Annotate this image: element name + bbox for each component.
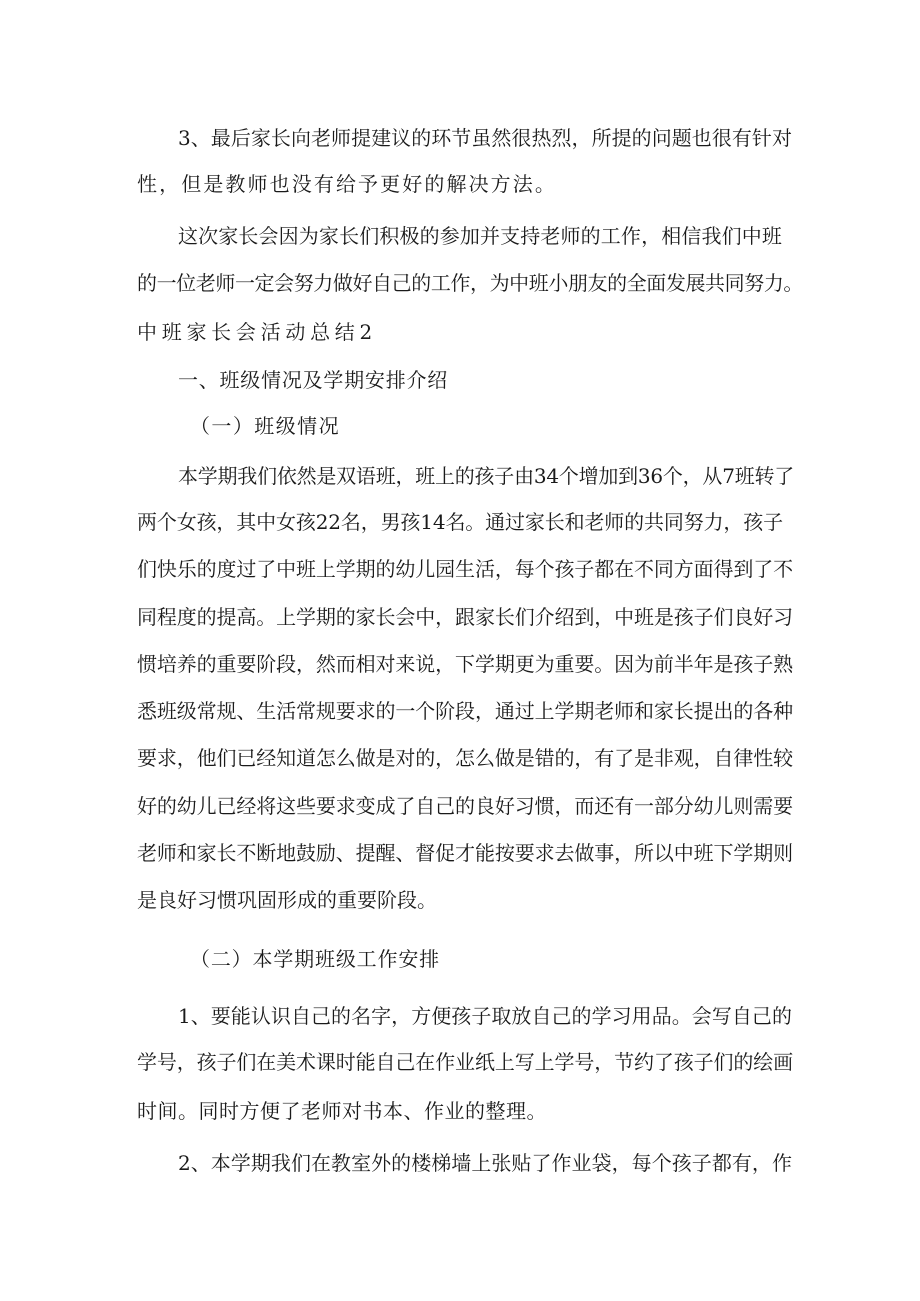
paragraph-line: 两个女孩，其中女孩22名，男孩14名。通过家长和老师的共同努力，孩子 xyxy=(137,510,783,534)
paragraph-line: 悉班级常规、生活常规要求的一个阶段，通过上学期老师和家长提出的各种 xyxy=(137,699,793,723)
subsection-heading: 一、班级情况及学期安排介绍 xyxy=(178,368,448,392)
section-heading: 中班家长会活动总结2 xyxy=(137,320,377,344)
paragraph-line: 是良好习惯巩固形成的重要阶段。 xyxy=(137,888,437,912)
subsection-heading: （一）班级情况 xyxy=(190,414,340,438)
paragraph-line: 时间。同时方便了老师对书本、作业的整理。 xyxy=(137,1099,547,1123)
paragraph-line: 老师和家长不断地鼓励、提醒、督促才能按要求去做事，所以中班下学期则 xyxy=(137,841,793,865)
paragraph-line: 2、本学期我们在教室外的楼梯墙上张贴了作业袋，每个孩子都有，作 xyxy=(178,1151,792,1175)
paragraph-line: 学号，孩子们在美术课时能自己在作业纸上写上学号，节约了孩子们的绘画 xyxy=(137,1050,793,1074)
paragraph-line: 的一位老师一定会努力做好自己的工作，为中班小朋友的全面发展共同努力。 xyxy=(137,271,803,295)
subsection-heading: （二）本学期班级工作安排 xyxy=(190,947,440,971)
paragraph-line: 性，但是教师也没有给予更好的解决方法。 xyxy=(137,172,557,196)
paragraph-line: 3、最后家长向老师提建议的环节虽然很热烈，所提的问题也很有针对 xyxy=(178,126,792,150)
paragraph-line: 这次家长会因为家长们积极的参加并支持老师的工作，相信我们中班 xyxy=(178,224,782,248)
paragraph-line: 好的幼儿已经将这些要求变成了自己的良好习惯，而还有一部分幼儿则需要 xyxy=(137,794,793,818)
paragraph-line: 惯培养的重要阶段，然而相对来说，下学期更为重要。因为前半年是孩子熟 xyxy=(137,652,793,676)
paragraph-line: 本学期我们依然是双语班，班上的孩子由34个增加到36个，从7班转了 xyxy=(178,464,794,488)
paragraph-line: 们快乐的度过了中班上学期的幼儿园生活，每个孩子都在不同方面得到了不 xyxy=(137,557,793,581)
paragraph-line: 要求，他们已经知道怎么做是对的，怎么做是错的，有了是非观，自律性较 xyxy=(137,746,793,770)
paragraph-line: 同程度的提高。上学期的家长会中，跟家长们介绍到，中班是孩子们良好习 xyxy=(137,605,793,629)
paragraph-line: 1、要能认识自己的名字，方便孩子取放自己的学习用品。会写自己的 xyxy=(178,1004,792,1028)
